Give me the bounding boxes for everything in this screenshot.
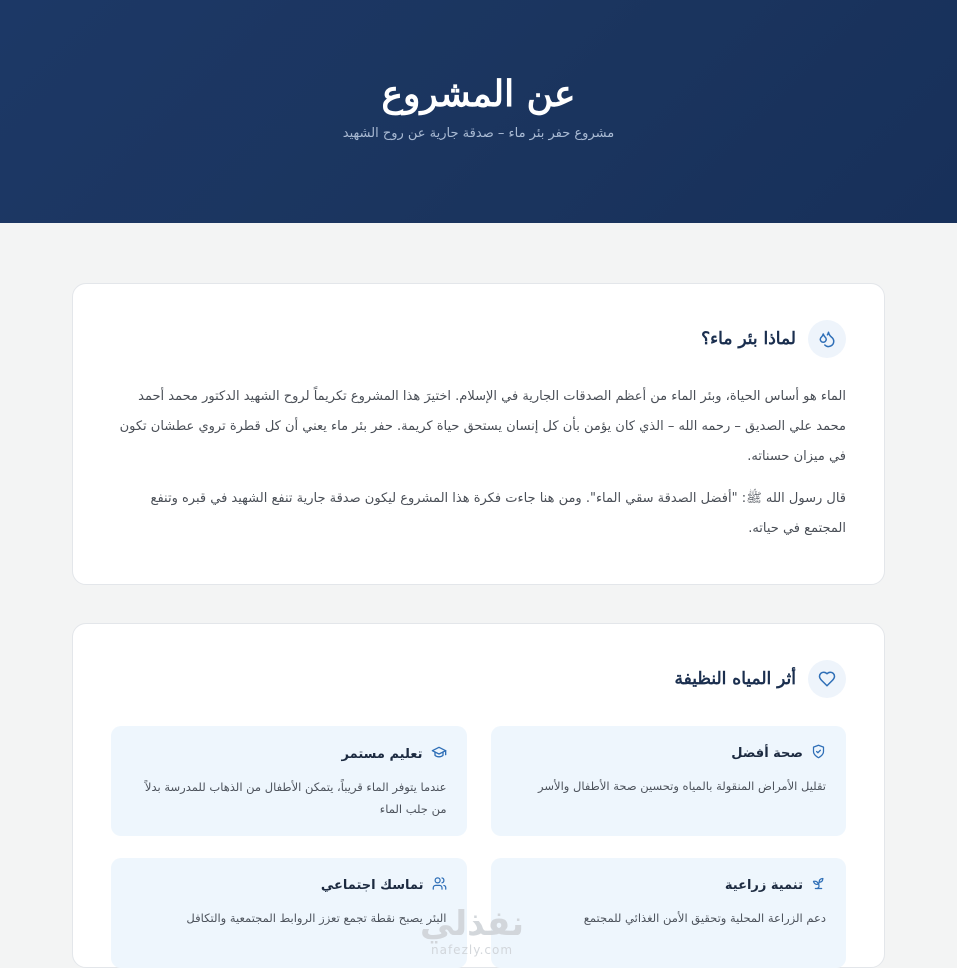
watermark-arabic: نفذلي — [420, 904, 525, 944]
watermark — [420, 905, 524, 957]
feature-card-social — [111, 858, 467, 968]
feature-social-header — [131, 876, 447, 895]
feature-agriculture-text: دعم الزراعة المحلية وتحقيق الأمن الغذائي للمجتمع — [583, 911, 826, 925]
shield-check-icon — [811, 744, 826, 763]
page-title: عن المشروع — [381, 73, 576, 115]
users-icon — [432, 876, 447, 895]
feature-card-health — [491, 726, 847, 836]
why-well-header — [111, 320, 846, 358]
feature-education-text: عندما يتوفر الماء قريباً، يتمكن الأطفال من الذهاب للمدرسة بدلاً من جلب الماء — [144, 780, 447, 816]
watermark-latin: nafezly.com — [431, 943, 514, 957]
feature-agriculture-header — [511, 876, 827, 895]
hero-banner — [0, 0, 957, 223]
feature-social-title: تماسك اجتماعي — [320, 878, 424, 893]
feature-health-header — [511, 744, 827, 763]
feature-agriculture-title: تنمية زراعية — [724, 878, 803, 893]
feature-social-text: البئر يصبح نقطة تجمع تعزز الروابط المجتمعية والتكافل — [186, 911, 447, 925]
main-content — [0, 223, 957, 968]
why-well-title: لماذا بئر ماء؟ — [701, 329, 796, 349]
feature-education-header — [131, 744, 447, 764]
sprout-icon — [811, 876, 826, 895]
heart-icon — [808, 660, 846, 698]
feature-card-education — [111, 726, 467, 836]
feature-health-text: تقليل الأمراض المنقولة بالمياه وتحسين صحة الأطفال والأسر — [538, 779, 826, 793]
feature-health-title: صحة أفضل — [731, 746, 803, 761]
page-subtitle: مشروع حفر بئر ماء – صدقة جارية عن روح الشهيد — [342, 126, 615, 141]
feature-education-title: تعليم مستمر — [341, 746, 423, 762]
graduation-cap-icon — [431, 744, 447, 764]
impact-header — [111, 660, 846, 698]
impact-title: أثر المياه النظيفة — [674, 669, 796, 689]
feature-card-agriculture — [491, 858, 847, 968]
water-drops-icon — [808, 320, 846, 358]
why-well-paragraph-2: قال رسول الله ﷺ: "أفضل الصدقة سقي الماء". ومن هنا جاءت فكرة هذا المشروع ليكون صدقة جارية تنفع الشهيد في قبره وتنفع المجتمع في حياته. — [150, 491, 846, 536]
why-well-card — [72, 283, 885, 585]
why-well-paragraph-1: الماء هو أساس الحياة، وبئر الماء من أعظم الصدقات الجارية في الإسلام. اختيرَ هذا المشروع تكريماً لروح الشهيد الدكتور محمد أحمد محمد علي الصديق – رحمه الله – الذي كان يؤمن بأن كل إنسان يستحق حياة كريمة. حفر بئر ماء يعني أن كل قطرة تروي عطشان تكون في ميزان حسناته. — [119, 389, 846, 464]
